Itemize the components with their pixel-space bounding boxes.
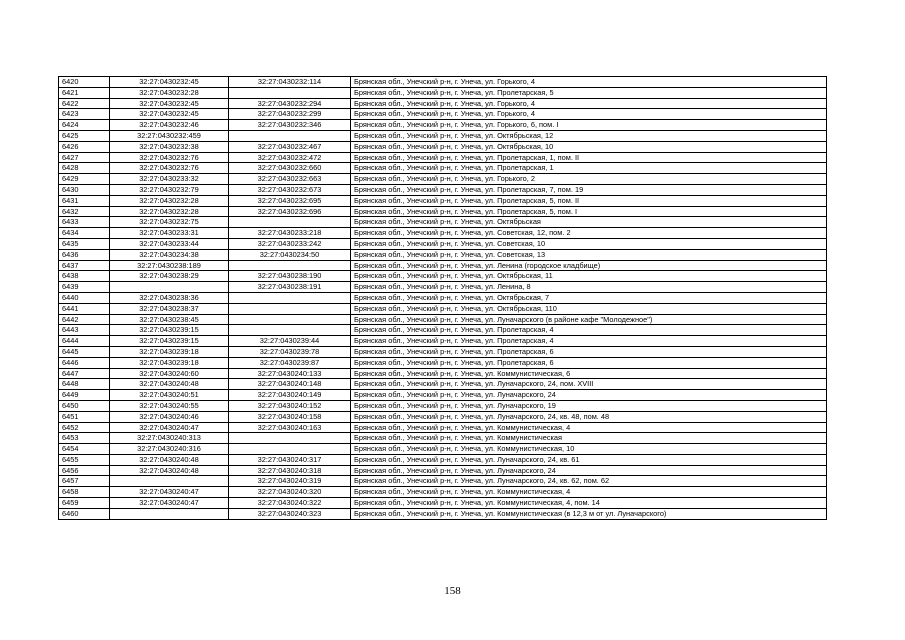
table-row — [59, 303, 827, 314]
table-row — [59, 260, 827, 271]
address-cell: Брянская обл., Унечский р-н, г. Унеча, ул. Октябрьская, 7 — [351, 292, 827, 303]
table-row — [59, 271, 827, 282]
address-cell: Брянская обл., Унечский р-н, г. Унеча, ул. Коммунистическая, 6 — [351, 368, 827, 379]
address-cell: Брянская обл., Унечский р-н, г. Унеча, ул. Советская, 12, пом. 2 — [351, 228, 827, 239]
table-row — [59, 411, 827, 422]
table-row — [59, 357, 827, 368]
parcel-cadastral-number-cell: 32:27:0430240:47 — [110, 487, 229, 498]
table-row — [59, 454, 827, 465]
row-number-cell: 6451 — [59, 411, 110, 422]
row-number-cell: 6430 — [59, 184, 110, 195]
object-cadastral-number-cell: 32:27:0430240:149 — [229, 390, 351, 401]
registry-table — [58, 76, 827, 520]
parcel-cadastral-number-cell: 32:27:0430238:36 — [110, 292, 229, 303]
address-cell: Брянская обл., Унечский р-н, г. Унеча, ул. Октябрьская, 11 — [351, 271, 827, 282]
object-cadastral-number-cell: 32:27:0430232:299 — [229, 109, 351, 120]
object-cadastral-number-cell: 32:27:0430232:695 — [229, 195, 351, 206]
table-row — [59, 228, 827, 239]
parcel-cadastral-number-cell: 32:27:0430232:45 — [110, 77, 229, 88]
object-cadastral-number-cell — [229, 87, 351, 98]
parcel-cadastral-number-cell: 32:27:0430232:79 — [110, 184, 229, 195]
address-cell: Брянская обл., Унечский р-н, г. Унеча, ул. Октябрьская, 12 — [351, 130, 827, 141]
address-cell: Брянская обл., Унечский р-н, г. Унеча, ул. Горького, 4 — [351, 109, 827, 120]
row-number-cell: 6423 — [59, 109, 110, 120]
registry-table-body — [59, 77, 827, 520]
row-number-cell: 6442 — [59, 314, 110, 325]
table-row — [59, 282, 827, 293]
row-number-cell: 6441 — [59, 303, 110, 314]
parcel-cadastral-number-cell: 32:27:0430240:48 — [110, 465, 229, 476]
table-row — [59, 465, 827, 476]
address-cell: Брянская обл., Унечский р-н, г. Унеча, ул. Пролетарская, 5, пом. II — [351, 195, 827, 206]
object-cadastral-number-cell: 32:27:0430232:114 — [229, 77, 351, 88]
parcel-cadastral-number-cell — [110, 508, 229, 519]
address-cell: Брянская обл., Унечский р-н, г. Унеча, ул. Луначарского, 24 — [351, 465, 827, 476]
row-number-cell: 6426 — [59, 141, 110, 152]
row-number-cell: 6439 — [59, 282, 110, 293]
table-row — [59, 390, 827, 401]
object-cadastral-number-cell: 32:27:0430232:673 — [229, 184, 351, 195]
object-cadastral-number-cell — [229, 444, 351, 455]
address-cell: Брянская обл., Унечский р-н, г. Унеча, ул. Коммунистическая, 4 — [351, 422, 827, 433]
row-number-cell: 6452 — [59, 422, 110, 433]
row-number-cell: 6428 — [59, 163, 110, 174]
parcel-cadastral-number-cell: 32:27:0430232:459 — [110, 130, 229, 141]
parcel-cadastral-number-cell — [110, 476, 229, 487]
table-row — [59, 195, 827, 206]
row-number-cell: 6434 — [59, 228, 110, 239]
table-row — [59, 433, 827, 444]
object-cadastral-number-cell: 32:27:0430240:322 — [229, 498, 351, 509]
object-cadastral-number-cell: 32:27:0430239:78 — [229, 346, 351, 357]
parcel-cadastral-number-cell: 32:27:0430233:31 — [110, 228, 229, 239]
row-number-cell: 6443 — [59, 325, 110, 336]
object-cadastral-number-cell: 32:27:0430240:320 — [229, 487, 351, 498]
object-cadastral-number-cell: 32:27:0430240:323 — [229, 508, 351, 519]
parcel-cadastral-number-cell: 32:27:0430232:45 — [110, 98, 229, 109]
object-cadastral-number-cell: 32:27:0430232:663 — [229, 174, 351, 185]
parcel-cadastral-number-cell: 32:27:0430232:76 — [110, 163, 229, 174]
address-cell: Брянская обл., Унечский р-н, г. Унеча, ул. Горького, 4 — [351, 77, 827, 88]
table-row — [59, 336, 827, 347]
address-cell: Брянская обл., Унечский р-н, г. Унеча, ул. Октябрьская, 110 — [351, 303, 827, 314]
table-row — [59, 346, 827, 357]
row-number-cell: 6457 — [59, 476, 110, 487]
address-cell: Брянская обл., Унечский р-н, г. Унеча, ул. Советская, 10 — [351, 238, 827, 249]
object-cadastral-number-cell: 32:27:0430240:317 — [229, 454, 351, 465]
table-row — [59, 109, 827, 120]
table-row — [59, 174, 827, 185]
table-row — [59, 152, 827, 163]
address-cell: Брянская обл., Унечский р-н, г. Унеча, ул. Луначарского, 24, кв. 48, пом. 48 — [351, 411, 827, 422]
object-cadastral-number-cell: 32:27:0430232:660 — [229, 163, 351, 174]
row-number-cell: 6429 — [59, 174, 110, 185]
parcel-cadastral-number-cell: 32:27:0430240:313 — [110, 433, 229, 444]
address-cell: Брянская обл., Унечский р-н, г. Унеча, ул. Коммунистическая, 10 — [351, 444, 827, 455]
address-cell: Брянская обл., Унечский р-н, г. Унеча, ул. Советская, 13 — [351, 249, 827, 260]
parcel-cadastral-number-cell: 32:27:0430233:44 — [110, 238, 229, 249]
object-cadastral-number-cell: 32:27:0430232:346 — [229, 120, 351, 131]
object-cadastral-number-cell: 32:27:0430240:158 — [229, 411, 351, 422]
row-number-cell: 6424 — [59, 120, 110, 131]
row-number-cell: 6431 — [59, 195, 110, 206]
parcel-cadastral-number-cell: 32:27:0430234:38 — [110, 249, 229, 260]
object-cadastral-number-cell: 32:27:0430239:87 — [229, 357, 351, 368]
parcel-cadastral-number-cell: 32:27:0430239:15 — [110, 336, 229, 347]
parcel-cadastral-number-cell: 32:27:0430232:28 — [110, 206, 229, 217]
table-row — [59, 163, 827, 174]
table-row — [59, 325, 827, 336]
address-cell: Брянская обл., Унечский р-н, г. Унеча, ул. Пролетарская, 6 — [351, 357, 827, 368]
object-cadastral-number-cell: 32:27:0430233:218 — [229, 228, 351, 239]
address-cell: Брянская обл., Унечский р-н, г. Унеча, ул. Пролетарская, 7, пом. 19 — [351, 184, 827, 195]
parcel-cadastral-number-cell: 32:27:0430240:48 — [110, 454, 229, 465]
row-number-cell: 6446 — [59, 357, 110, 368]
row-number-cell: 6450 — [59, 400, 110, 411]
address-cell: Брянская обл., Унечский р-н, г. Унеча, ул. Горького, 2 — [351, 174, 827, 185]
table-row — [59, 292, 827, 303]
address-cell: Брянская обл., Унечский р-н, г. Унеча, ул. Пролетарская, 4 — [351, 336, 827, 347]
address-cell: Брянская обл., Унечский р-н, г. Унеча, ул. Пролетарская, 1 — [351, 163, 827, 174]
object-cadastral-number-cell — [229, 325, 351, 336]
row-number-cell: 6440 — [59, 292, 110, 303]
parcel-cadastral-number-cell: 32:27:0430238:45 — [110, 314, 229, 325]
object-cadastral-number-cell: 32:27:0430239:44 — [229, 336, 351, 347]
row-number-cell: 6454 — [59, 444, 110, 455]
object-cadastral-number-cell: 32:27:0430240:148 — [229, 379, 351, 390]
parcel-cadastral-number-cell: 32:27:0430240:51 — [110, 390, 229, 401]
object-cadastral-number-cell — [229, 433, 351, 444]
row-number-cell: 6447 — [59, 368, 110, 379]
object-cadastral-number-cell — [229, 314, 351, 325]
table-row — [59, 184, 827, 195]
address-cell: Брянская обл., Унечский р-н, г. Унеча, ул. Коммунистическая, 4, пом. 14 — [351, 498, 827, 509]
object-cadastral-number-cell: 32:27:0430240:318 — [229, 465, 351, 476]
address-cell: Брянская обл., Унечский р-н, г. Унеча, ул. Луначарского, 19 — [351, 400, 827, 411]
table-row — [59, 120, 827, 131]
address-cell: Брянская обл., Унечский р-н, г. Унеча, ул. Пролетарская, 6 — [351, 346, 827, 357]
row-number-cell: 6449 — [59, 390, 110, 401]
table-row — [59, 508, 827, 519]
address-cell: Брянская обл., Унечский р-н, г. Унеча, ул. Ленина, 8 — [351, 282, 827, 293]
parcel-cadastral-number-cell: 32:27:0430239:18 — [110, 346, 229, 357]
address-cell: Брянская обл., Унечский р-н, г. Унеча, ул. Луначарского (в районе кафе "Молодежное") — [351, 314, 827, 325]
object-cadastral-number-cell — [229, 260, 351, 271]
row-number-cell: 6433 — [59, 217, 110, 228]
address-cell: Брянская обл., Унечский р-н, г. Унеча, ул. Горького, 6, пом. I — [351, 120, 827, 131]
parcel-cadastral-number-cell: 32:27:0430238:189 — [110, 260, 229, 271]
table-row — [59, 379, 827, 390]
row-number-cell: 6455 — [59, 454, 110, 465]
parcel-cadastral-number-cell: 32:27:0430238:37 — [110, 303, 229, 314]
object-cadastral-number-cell — [229, 292, 351, 303]
row-number-cell: 6460 — [59, 508, 110, 519]
address-cell: Брянская обл., Унечский р-н, г. Унеча, ул. Луначарского, 24, кв. 62, пом. 62 — [351, 476, 827, 487]
parcel-cadastral-number-cell: 32:27:0430240:46 — [110, 411, 229, 422]
object-cadastral-number-cell: 32:27:0430234:50 — [229, 249, 351, 260]
row-number-cell: 6436 — [59, 249, 110, 260]
parcel-cadastral-number-cell: 32:27:0430232:28 — [110, 195, 229, 206]
row-number-cell: 6422 — [59, 98, 110, 109]
address-cell: Брянская обл., Унечский р-н, г. Унеча, ул. Горького, 4 — [351, 98, 827, 109]
row-number-cell: 6456 — [59, 465, 110, 476]
row-number-cell: 6448 — [59, 379, 110, 390]
table-row — [59, 98, 827, 109]
address-cell: Брянская обл., Унечский р-н, г. Унеча, ул. Пролетарская, 5 — [351, 87, 827, 98]
object-cadastral-number-cell: 32:27:0430232:472 — [229, 152, 351, 163]
parcel-cadastral-number-cell: 32:27:0430233:32 — [110, 174, 229, 185]
parcel-cadastral-number-cell: 32:27:0430232:75 — [110, 217, 229, 228]
row-number-cell: 6427 — [59, 152, 110, 163]
row-number-cell: 6437 — [59, 260, 110, 271]
table-row — [59, 217, 827, 228]
address-cell: Брянская обл., Унечский р-н, г. Унеча, ул. Пролетарская, 1, пом. II — [351, 152, 827, 163]
address-cell: Брянская обл., Унечский р-н, г. Унеча, ул. Коммунистическая — [351, 433, 827, 444]
address-cell: Брянская обл., Унечский р-н, г. Унеча, ул. Коммунистическая, 4 — [351, 487, 827, 498]
table-row — [59, 77, 827, 88]
object-cadastral-number-cell: 32:27:0430232:696 — [229, 206, 351, 217]
object-cadastral-number-cell: 32:27:0430238:190 — [229, 271, 351, 282]
object-cadastral-number-cell: 32:27:0430232:467 — [229, 141, 351, 152]
table-row — [59, 476, 827, 487]
row-number-cell: 6453 — [59, 433, 110, 444]
object-cadastral-number-cell: 32:27:0430238:191 — [229, 282, 351, 293]
object-cadastral-number-cell: 32:27:0430240:133 — [229, 368, 351, 379]
table-row — [59, 487, 827, 498]
table-row — [59, 206, 827, 217]
object-cadastral-number-cell: 32:27:0430240:319 — [229, 476, 351, 487]
parcel-cadastral-number-cell: 32:27:0430232:46 — [110, 120, 229, 131]
page-number: 158 — [444, 585, 461, 597]
row-number-cell: 6421 — [59, 87, 110, 98]
table-row — [59, 314, 827, 325]
table-row — [59, 498, 827, 509]
address-cell: Брянская обл., Унечский р-н, г. Унеча, ул. Октябрьская, 10 — [351, 141, 827, 152]
address-cell: Брянская обл., Унечский р-н, г. Унеча, ул. Ленина (городское кладбище) — [351, 260, 827, 271]
object-cadastral-number-cell: 32:27:0430233:242 — [229, 238, 351, 249]
parcel-cadastral-number-cell: 32:27:0430240:47 — [110, 498, 229, 509]
parcel-cadastral-number-cell — [110, 282, 229, 293]
table-row — [59, 130, 827, 141]
table-row — [59, 238, 827, 249]
parcel-cadastral-number-cell: 32:27:0430232:45 — [110, 109, 229, 120]
row-number-cell: 6438 — [59, 271, 110, 282]
object-cadastral-number-cell — [229, 130, 351, 141]
table-row — [59, 141, 827, 152]
object-cadastral-number-cell — [229, 217, 351, 228]
object-cadastral-number-cell — [229, 303, 351, 314]
table-row — [59, 400, 827, 411]
address-cell: Брянская обл., Унечский р-н, г. Унеча, ул. Коммунистическая (в 12,3 м от ул. Луначарского) — [351, 508, 827, 519]
parcel-cadastral-number-cell: 32:27:0430232:38 — [110, 141, 229, 152]
object-cadastral-number-cell: 32:27:0430240:152 — [229, 400, 351, 411]
address-cell: Брянская обл., Унечский р-н, г. Унеча, ул. Октябрьская — [351, 217, 827, 228]
row-number-cell: 6425 — [59, 130, 110, 141]
row-number-cell: 6444 — [59, 336, 110, 347]
parcel-cadastral-number-cell: 32:27:0430232:28 — [110, 87, 229, 98]
parcel-cadastral-number-cell: 32:27:0430240:316 — [110, 444, 229, 455]
parcel-cadastral-number-cell: 32:27:0430238:29 — [110, 271, 229, 282]
parcel-cadastral-number-cell: 32:27:0430240:47 — [110, 422, 229, 433]
row-number-cell: 6458 — [59, 487, 110, 498]
object-cadastral-number-cell: 32:27:0430232:294 — [229, 98, 351, 109]
parcel-cadastral-number-cell: 32:27:0430232:76 — [110, 152, 229, 163]
address-cell: Брянская обл., Унечский р-н, г. Унеча, ул. Луначарского, 24, кв. 61 — [351, 454, 827, 465]
address-cell: Брянская обл., Унечский р-н, г. Унеча, ул. Пролетарская, 5, пом. I — [351, 206, 827, 217]
parcel-cadastral-number-cell: 32:27:0430240:60 — [110, 368, 229, 379]
table-row — [59, 444, 827, 455]
table-row — [59, 368, 827, 379]
table-row — [59, 87, 827, 98]
address-cell: Брянская обл., Унечский р-н, г. Унеча, ул. Луначарского, 24, пом. XVIII — [351, 379, 827, 390]
row-number-cell: 6435 — [59, 238, 110, 249]
row-number-cell: 6445 — [59, 346, 110, 357]
parcel-cadastral-number-cell: 32:27:0430240:48 — [110, 379, 229, 390]
parcel-cadastral-number-cell: 32:27:0430239:18 — [110, 357, 229, 368]
address-cell: Брянская обл., Унечский р-н, г. Унеча, ул. Луначарского, 24 — [351, 390, 827, 401]
row-number-cell: 6432 — [59, 206, 110, 217]
row-number-cell: 6459 — [59, 498, 110, 509]
address-cell: Брянская обл., Унечский р-н, г. Унеча, ул. Пролетарская, 4 — [351, 325, 827, 336]
parcel-cadastral-number-cell: 32:27:0430239:15 — [110, 325, 229, 336]
parcel-cadastral-number-cell: 32:27:0430240:55 — [110, 400, 229, 411]
table-row — [59, 249, 827, 260]
object-cadastral-number-cell: 32:27:0430240:163 — [229, 422, 351, 433]
table-row — [59, 422, 827, 433]
row-number-cell: 6420 — [59, 77, 110, 88]
